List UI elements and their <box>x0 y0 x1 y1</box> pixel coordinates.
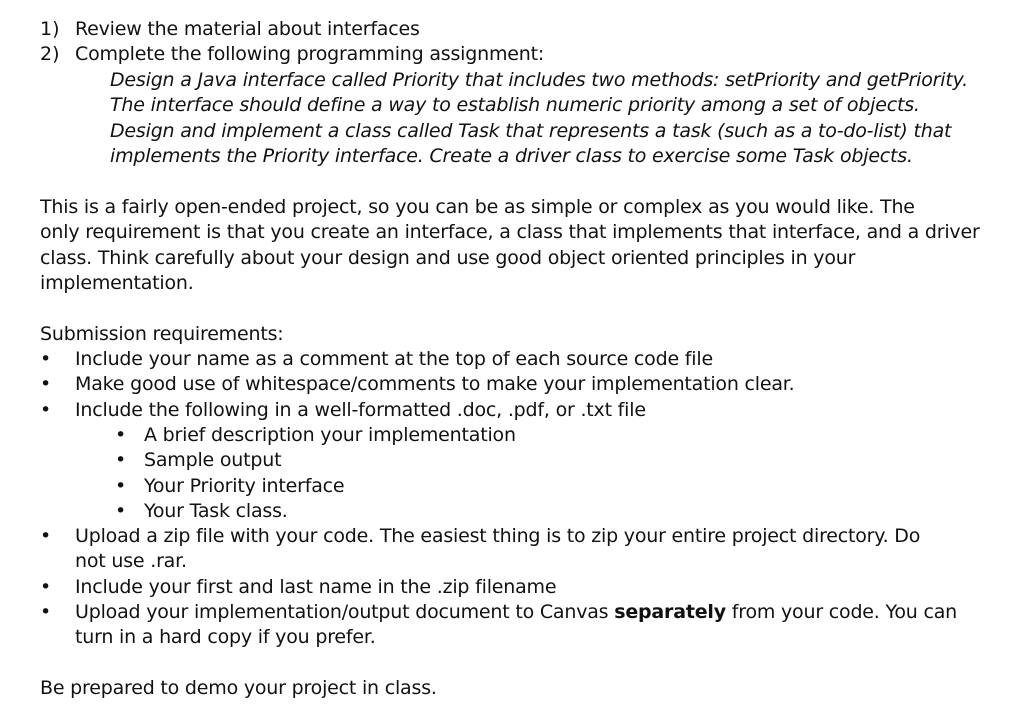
sub-item-3: Your Priority interface <box>144 475 345 497</box>
requirement-item-1: Include your name as a comment at the top of each source code file <box>75 348 713 370</box>
requirement-item-6-emphasis: separately <box>614 601 726 623</box>
bullet-icon: • <box>40 525 52 547</box>
intro-line-2: only requirement is that you create an interface, a class that implements that interface, and a driver <box>40 221 980 243</box>
sub-item-2: Sample output <box>144 449 282 471</box>
intro-line-3: class. Think carefully about your design and use good object oriented principles in your <box>40 247 856 269</box>
step-1-text: Review the material about interfaces <box>75 18 420 40</box>
requirement-item-4-line-2: not use .rar. <box>75 550 187 572</box>
requirement-item-6-line-2: turn in a hard copy if you prefer. <box>75 626 376 648</box>
intro-line-4: implementation. <box>40 272 194 294</box>
bullet-icon: • <box>40 348 52 370</box>
requirement-item-6-post: from your code. You can <box>725 601 957 623</box>
step-2-number: 2) <box>40 43 60 65</box>
requirement-item-5: Include your first and last name in the .zip filename <box>75 576 557 598</box>
bullet-icon: • <box>40 601 52 623</box>
sub-bullet-icon: • <box>115 449 127 471</box>
requirement-item-6-pre: Upload your implementation/output document to Canvas <box>75 601 615 623</box>
sub-bullet-icon: • <box>115 500 127 522</box>
step-2-text: Complete the following programming assignment: <box>75 43 545 65</box>
assignment-line-1: Design a Java interface called Priority that includes two methods: setPriority and getPriority. <box>110 69 969 91</box>
bullet-icon: • <box>40 373 52 395</box>
assignment-line-3: Design and implement a class called Task that represents a task (such as a to-do-list) that <box>110 120 952 142</box>
requirement-item-6-line-1 <box>75 600 957 626</box>
sub-item-4: Your Task class. <box>144 500 288 522</box>
sub-bullet-icon: • <box>115 475 127 497</box>
requirement-item-4-line-1: Upload a zip file with your code. The easiest thing is to zip your entire project directory. Do <box>75 525 921 547</box>
sub-bullet-icon: • <box>115 424 127 446</box>
intro-line-1: This is a fairly open-ended project, so you can be as simple or complex as you would like. The <box>40 196 915 218</box>
requirement-item-2: Make good use of whitespace/comments to make your implementation clear. <box>75 373 795 395</box>
assignment-line-4: implements the Priority interface. Create a driver class to exercise some Task objects. <box>110 145 913 167</box>
bullet-icon: • <box>40 576 52 598</box>
closing-line: Be prepared to demo your project in class. <box>40 677 437 699</box>
assignment-line-2: The interface should define a way to establish numeric priority among a set of objects. <box>110 94 920 116</box>
requirement-item-3: Include the following in a well-formatted .doc, .pdf, or .txt file <box>75 399 646 421</box>
step-1-number: 1) <box>40 18 60 40</box>
sub-item-1: A brief description your implementation <box>144 424 516 446</box>
submission-heading: Submission requirements: <box>40 323 284 345</box>
bullet-icon: • <box>40 399 52 421</box>
